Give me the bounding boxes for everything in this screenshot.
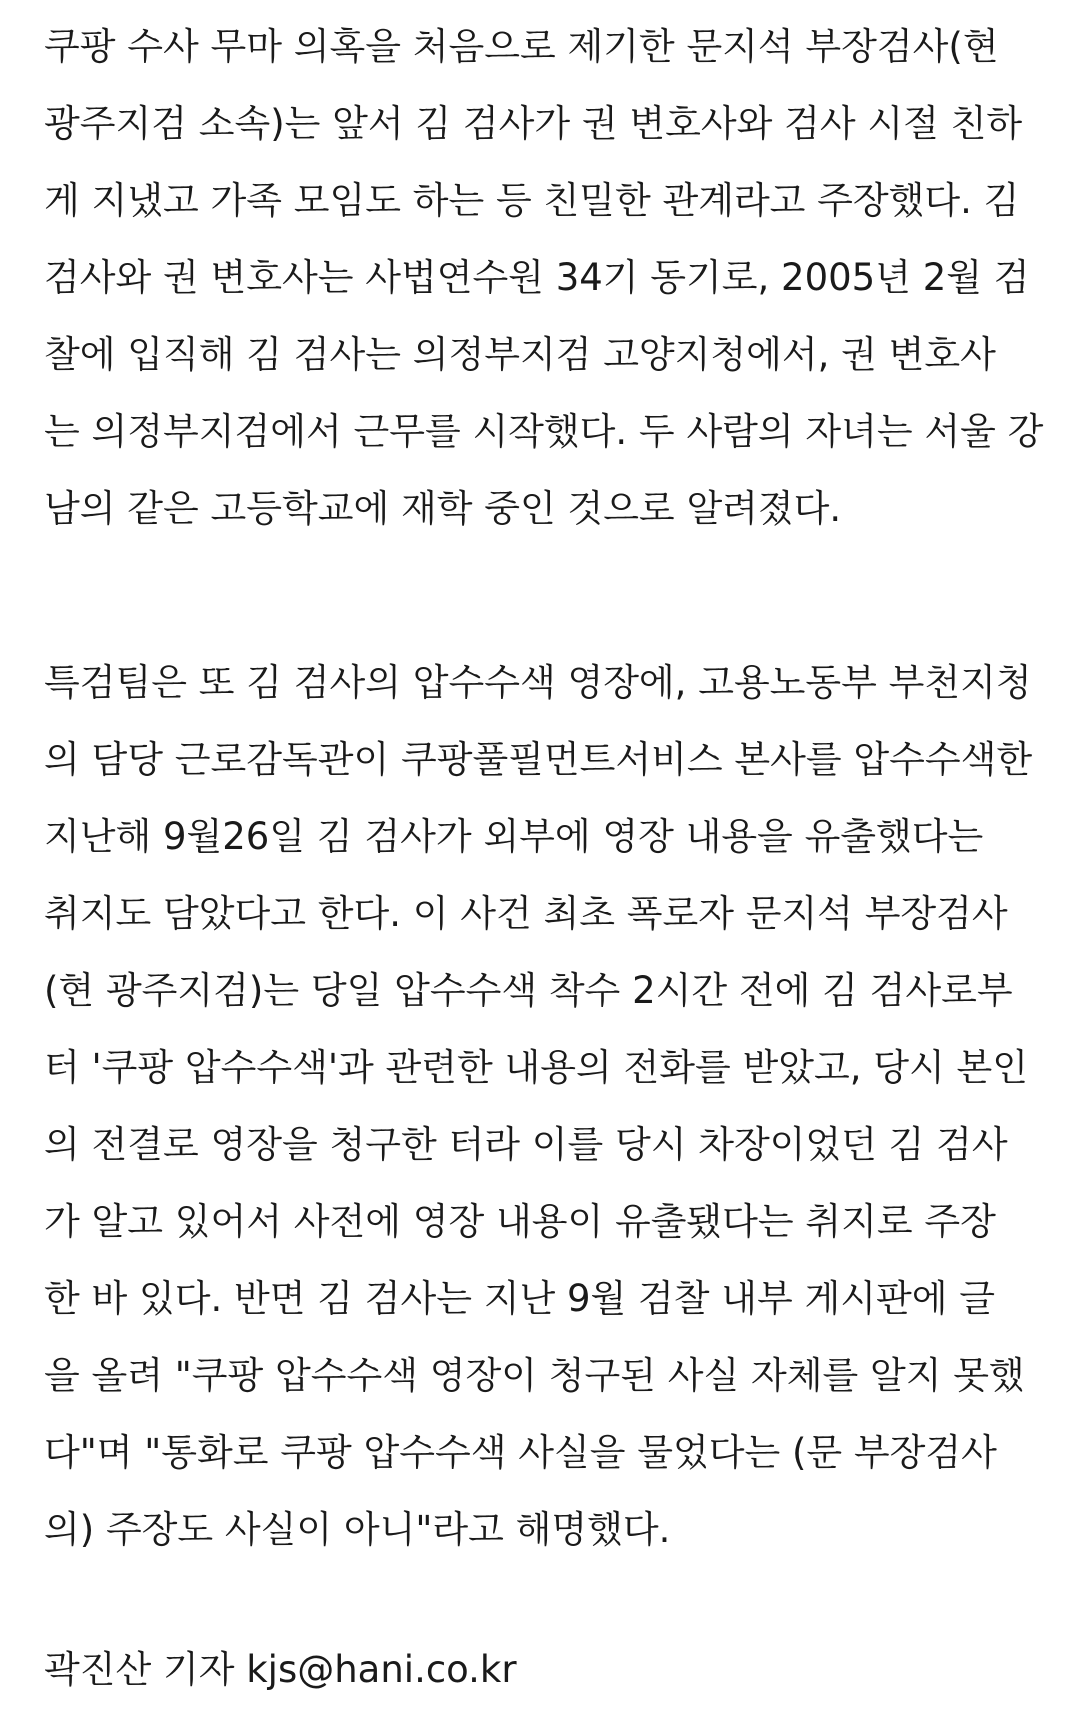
paragraph-line: 의 담당 근로감독관이 쿠팡풀필먼트서비스 본사를 압수수색한 [44,738,1033,781]
paragraph-line: 다"며 "통화로 쿠팡 압수수색 사실을 물었다는 (문 부장검사 [44,1431,997,1474]
paragraph-spacer [44,547,1054,644]
paragraph-line: 찰에 입직해 김 검사는 의정부지검 고양지청에서, 권 변호사 [44,333,996,376]
paragraph-line: 을 올려 "쿠팡 압수수색 영장이 청구된 사실 자체를 알지 못했 [44,1354,1025,1397]
paragraph-2 [44,644,1054,1568]
author-byline: 곽진산 기자 kjs@hani.co.kr [44,1648,517,1691]
paragraph-line: 검사와 권 변호사는 사법연수원 34기 동기로, 2005년 2월 검 [44,256,1030,299]
paragraph-1 [44,8,1054,547]
paragraph-line: 광주지검 소속)는 앞서 김 검사가 권 변호사와 검사 시절 친하 [44,102,1023,145]
paragraph-line: 취지도 담았다고 한다. 이 사건 최초 폭로자 문지석 부장검사 [44,892,1008,935]
paragraph-line: 는 의정부지검에서 근무를 시작했다. 두 사람의 자녀는 서울 강 [44,410,1044,453]
paragraph-line: 남의 같은 고등학교에 재학 중인 것으로 알려졌다. [44,487,842,530]
paragraph-line: 게 지냈고 가족 모임도 하는 등 친밀한 관계라고 주장했다. 김 [44,179,1020,222]
article-body [44,8,1054,1568]
paragraph-line: (현 광주지검)는 당일 압수수색 착수 2시간 전에 김 검사로부 [44,969,1013,1012]
paragraph-line: 쿠팡 수사 무마 의혹을 처음으로 제기한 문지석 부장검사(현 [44,25,999,68]
paragraph-line: 의 전결로 영장을 청구한 터라 이를 당시 차장이었던 김 검사 [44,1123,1008,1166]
paragraph-line: 가 알고 있어서 사전에 영장 내용이 유출됐다는 취지로 주장 [44,1200,996,1243]
paragraph-line: 특검팀은 또 김 검사의 압수수색 영장에, 고용노동부 부천지청 [44,661,1032,704]
paragraph-line: 의) 주장도 사실이 아니"라고 해명했다. [44,1508,671,1551]
paragraph-line: 지난해 9월26일 김 검사가 외부에 영장 내용을 유출했다는 [44,815,984,858]
paragraph-line: 한 바 있다. 반면 김 검사는 지난 9월 검찰 내부 게시판에 글 [44,1277,995,1320]
paragraph-line: 터 '쿠팡 압수수색'과 관련한 내용의 전화를 받았고, 당시 본인 [44,1046,1029,1089]
